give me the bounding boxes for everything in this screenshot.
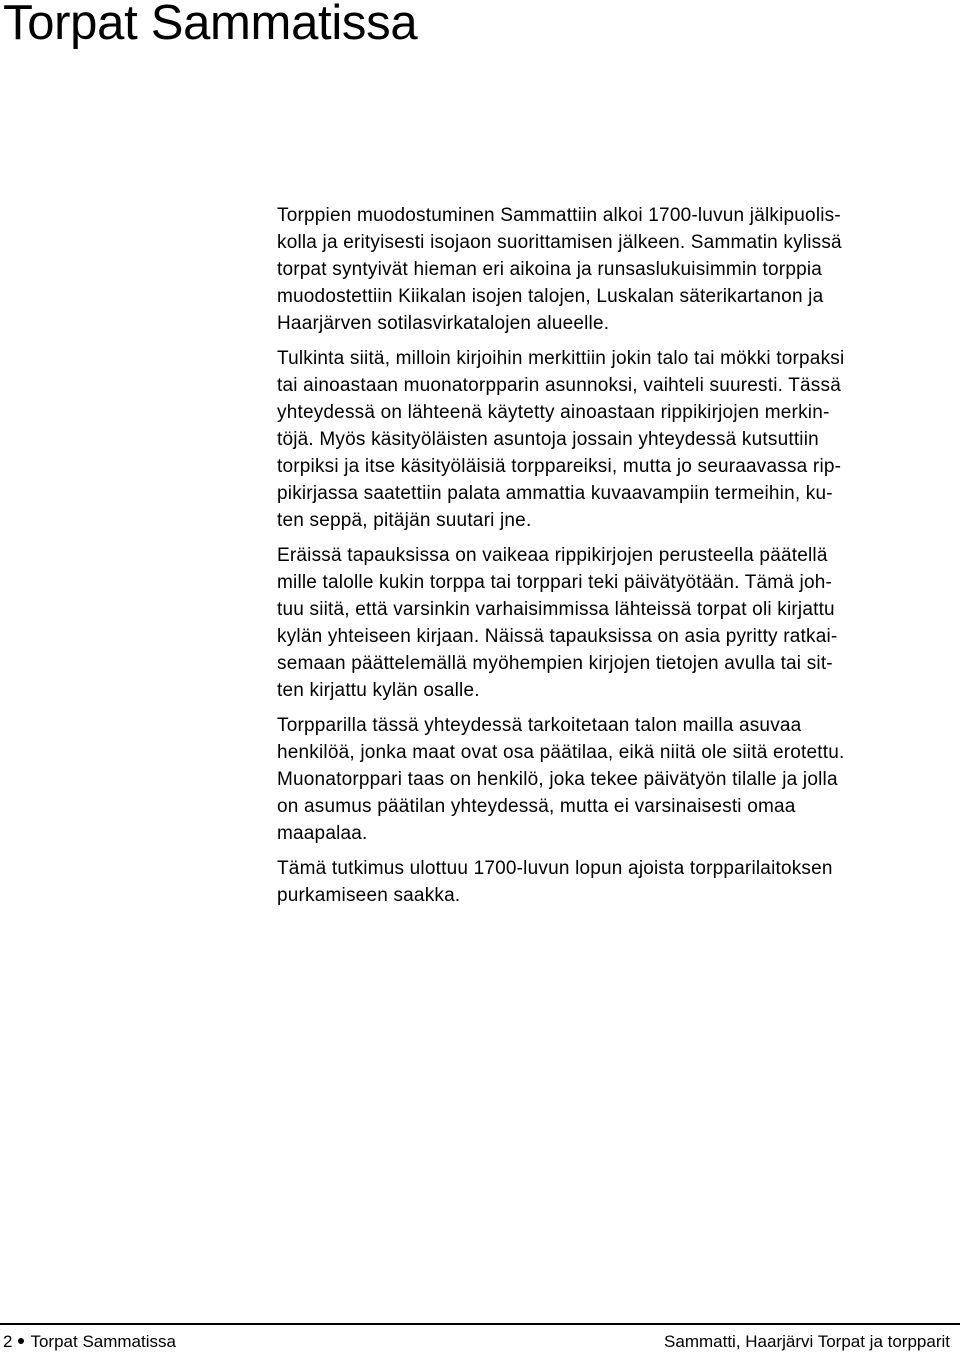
paragraph-3 (277, 542, 957, 704)
bullet-icon (18, 1338, 24, 1344)
paragraph-4 (277, 712, 957, 847)
paragraph-5 (277, 855, 957, 909)
text-line: tuu siitä, että varsinkin varhaisimmissa lähteissä torpat oli kirjattu (277, 599, 835, 620)
page-number: 2 (3, 1332, 13, 1351)
text-line: Haarjärven sotilasvirkatalojen alueelle. (277, 313, 610, 334)
paragraph-1 (277, 202, 957, 337)
text-line: Tulkinta siitä, milloin kirjoihin merkittiin jokin talo tai mökki torpaksi (277, 348, 845, 369)
text-line: yhteydessä on lähteenä käytetty ainoastaan rippikirjojen merkin- (277, 402, 830, 423)
text-line: Eräissä tapauksissa on vaikeaa rippikirjojen perusteella päätellä (277, 545, 828, 566)
text-line: Torppien muodostuminen Sammattiin alkoi 1700-luvun jälkipuolis- (277, 205, 841, 226)
footer-left (3, 1332, 176, 1352)
text-line: ten kirjattu kylän osalle. (277, 680, 480, 701)
text-line: töjä. Myös käsityöläisten asuntoja jossain yhteydessä kutsuttiin (277, 429, 819, 450)
text-line: kolla ja erityisesti isojaon suorittamisen jälkeen. Sammatin kylissä (277, 232, 842, 253)
text-line: ten seppä, pitäjän suutari jne. (277, 510, 532, 531)
text-line: Torpparilla tässä yhteydessä tarkoitetaan talon mailla asuvaa (277, 715, 802, 736)
body-text (277, 202, 957, 917)
text-line: henkilöä, jonka maat ovat osa päätilaa, eikä niitä ole siitä erotettu. (277, 742, 845, 763)
text-line: pikirjassa saatettiin palata ammattia kuvaavampiin termeihin, ku- (277, 483, 833, 504)
page-title: Torpat Sammatissa (3, 0, 418, 50)
text-line: muodostettiin Kiikalan isojen talojen, Luskalan säterikartanon ja (277, 286, 824, 307)
text-line: Tämä tutkimus ulottuu 1700-luvun lopun ajoista torpparilaitoksen (277, 858, 833, 879)
text-line: torpat syntyivät hieman eri aikoina ja runsaslukuisimmin torppia (277, 259, 823, 280)
text-line: maapalaa. (277, 823, 368, 844)
text-line: torpiksi ja itse käsityöläisiä torppareiksi, mutta jo seuraavassa rip- (277, 456, 842, 477)
footer-section-title: Torpat Sammatissa (30, 1332, 176, 1351)
text-line: kylän yhteiseen kirjaan. Näissä tapauksissa on asia pyritty ratkai- (277, 626, 838, 647)
text-line: tai ainoastaan muonatorpparin asunnoksi, vaihteli suuresti. Tässä (277, 375, 841, 396)
text-line: on asumus päätilan yhteydessä, mutta ei varsinaisesti omaa (277, 796, 796, 817)
footer-right-text: Sammatti, Haarjärvi Torpat ja torpparit (664, 1332, 950, 1351)
text-line: purkamiseen saakka. (277, 885, 461, 906)
paragraph-2 (277, 345, 957, 534)
text-line: semaan päättelemällä myöhempien kirjojen tietojen avulla tai sit- (277, 653, 833, 674)
text-line: Muonatorppari taas on henkilö, joka tekee päivätyön tilalle ja jolla (277, 769, 838, 790)
text-line: mille talolle kukin torppa tai torppari teki päivätyötään. Tämä joh- (277, 572, 833, 593)
page-footer (0, 1323, 960, 1356)
